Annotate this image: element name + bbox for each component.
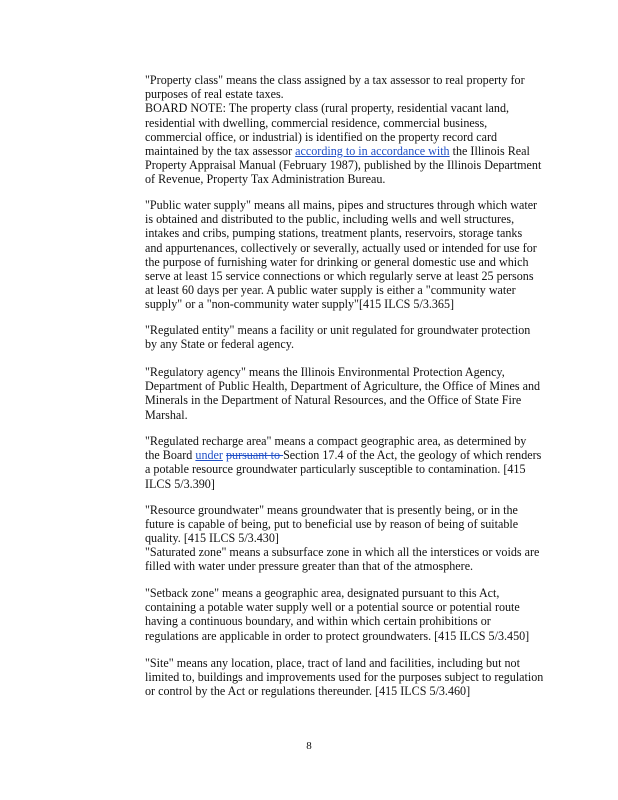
text-line: serve at least 15 service connections or which regularly serve at least 25 persons bbox=[145, 269, 534, 284]
board-note-line: BOARD NOTE: The property class (rural property, residential vacant land, bbox=[145, 101, 510, 116]
definition-public-water-supply bbox=[145, 198, 550, 312]
text-line: "Regulatory agency" means the Illinois Environmental Protection Agency, bbox=[145, 365, 505, 379]
text-line: commercial office, or industrial) is identified on the property record card bbox=[145, 129, 498, 144]
definition-saturated-zone bbox=[145, 545, 550, 573]
text-line: Department of Public Health, Department of Agriculture, the Office of Mines and bbox=[145, 379, 541, 394]
text-line: "Public water supply" means all mains, pipes and structures through which water bbox=[145, 198, 538, 212]
definition-property-class bbox=[145, 73, 550, 187]
text-line: "Site" means any location, place, tract of land and facilities, including but not bbox=[145, 656, 520, 670]
definition-setback-zone bbox=[145, 586, 550, 643]
text-run: Section 17.4 of the Act, the geology of which renders bbox=[283, 448, 542, 463]
text-run: the Board bbox=[145, 448, 196, 463]
text-line: filled with water under pressure greater than that of the atmosphere. bbox=[145, 559, 474, 574]
text-line: "Setback zone" means a geographic area, designated pursuant to this Act, bbox=[145, 586, 500, 600]
inserted-text: under bbox=[195, 448, 223, 463]
page-number: 8 bbox=[306, 740, 312, 752]
text-line: "Resource groundwater" means groundwater that is presently being, or in the bbox=[145, 503, 518, 517]
text-line: Property Appraisal Manual (February 1987), published by the Illinois Department bbox=[145, 158, 542, 173]
text-line: and appurtenances, collectively or severally, actually used or intended for use for bbox=[145, 240, 537, 255]
text-line: future is capable of being, put to beneficial use by reason of being of suitable bbox=[145, 517, 519, 532]
text-line: Minerals in the Department of Natural Resources, and the Office of State Fire bbox=[145, 393, 522, 408]
text-line: intakes and cribs, pumping stations, treatment plants, reservoirs, storage tanks bbox=[145, 226, 523, 241]
text-run: maintained by the tax assessor bbox=[145, 144, 296, 159]
text-line: residential with dwelling, commercial residence, commercial business, bbox=[145, 115, 488, 130]
text-line: containing a potable water supply well or a potential source or potential route bbox=[145, 600, 520, 615]
text-line: the purpose of furnishing water for drinking or general domestic use and which bbox=[145, 254, 529, 269]
text-line: Marshal. bbox=[145, 407, 188, 422]
text-line: regulations are applicable in order to protect groundwaters. [415 ILCS 5/3.450] bbox=[145, 628, 530, 643]
text-line: at least 60 days per year. A public water supply is either a "community water bbox=[145, 283, 516, 298]
text-line: a potable resource groundwater particularly susceptible to contamination. [415 bbox=[145, 462, 526, 477]
text-line bbox=[145, 144, 550, 158]
definition-site bbox=[145, 656, 550, 699]
definition-regulated-entity bbox=[145, 323, 550, 351]
text-line: "Regulated entity" means a facility or unit regulated for groundwater protection bbox=[145, 323, 531, 337]
text-line: "Property class" means the class assigned by a tax assessor to real property for bbox=[145, 73, 525, 87]
text-line bbox=[145, 448, 550, 462]
text-line: "Regulated recharge area" means a compact geographic area, as determined by bbox=[145, 434, 527, 448]
definition-regulatory-agency bbox=[145, 365, 550, 422]
definition-regulated-recharge-area bbox=[145, 434, 550, 491]
text-line: by any State or federal agency. bbox=[145, 337, 294, 352]
text-line: quality. [415 ILCS 5/3.430] bbox=[145, 531, 279, 546]
definition-resource-groundwater bbox=[145, 503, 550, 546]
text-line: purposes of real estate taxes. bbox=[145, 87, 284, 102]
deleted-text: pursuant to bbox=[225, 448, 284, 463]
text-line: of Revenue, Property Tax Administration Bureau. bbox=[145, 172, 386, 187]
text-line: "Saturated zone" means a subsurface zone in which all the interstices or voids are bbox=[145, 545, 540, 559]
text-run: the Illinois Real bbox=[449, 144, 530, 159]
text-line: or control by the Act or regulations thereunder. [415 ILCS 5/3.460] bbox=[145, 684, 471, 699]
text-line: ILCS 5/3.390] bbox=[145, 476, 215, 491]
text-line: supply" or a "non-community water supply"[415 ILCS 5/3.365] bbox=[145, 297, 455, 312]
text-line: limited to, buildings and improvements used for the purposes subject to regulation bbox=[145, 670, 544, 685]
inserted-text: according to in accordance with bbox=[295, 144, 450, 159]
text-line: having a continuous boundary, and within which certain prohibitions or bbox=[145, 614, 491, 629]
text-line: is obtained and distributed to the public, including wells and well structures, bbox=[145, 212, 515, 227]
